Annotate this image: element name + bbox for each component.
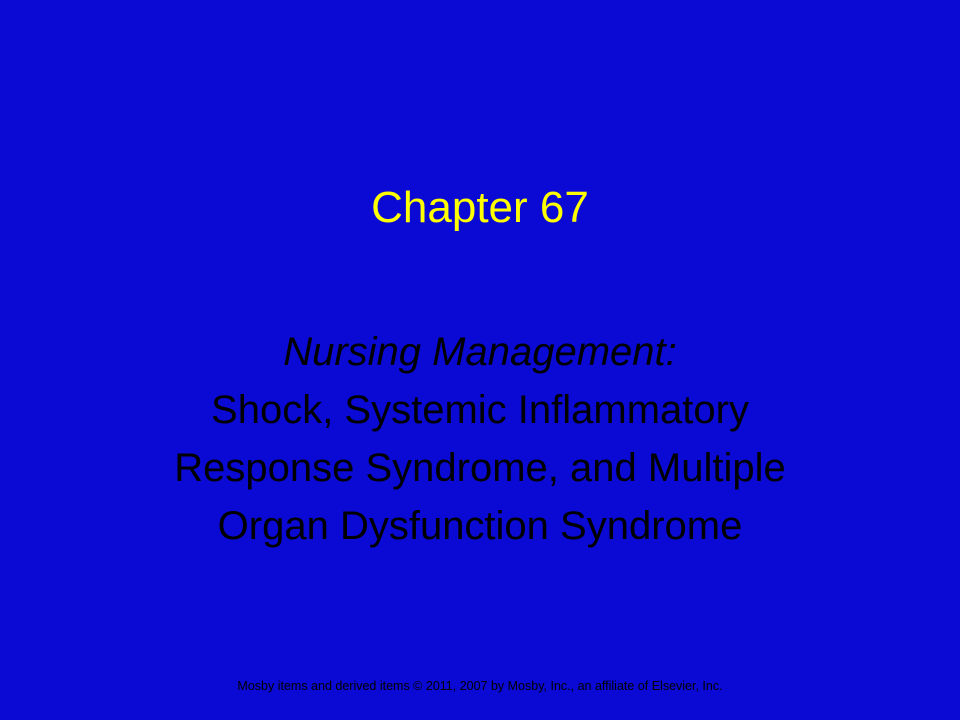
subtitle-line: Response Syndrome, and Multiple [174,446,786,490]
subtitle-line: Shock, Systemic Inflammatory [211,388,749,432]
subtitle-lead: Nursing Management: [283,330,677,374]
slide-subtitle [0,323,960,555]
subtitle-line: Organ Dysfunction Syndrome [217,504,743,548]
chapter-title: Chapter 67 [371,183,589,232]
copyright-footer: Mosby items and derived items © 2011, 2007 by Mosby, Inc., an affiliate of Elsevier, Inc. [237,679,723,693]
